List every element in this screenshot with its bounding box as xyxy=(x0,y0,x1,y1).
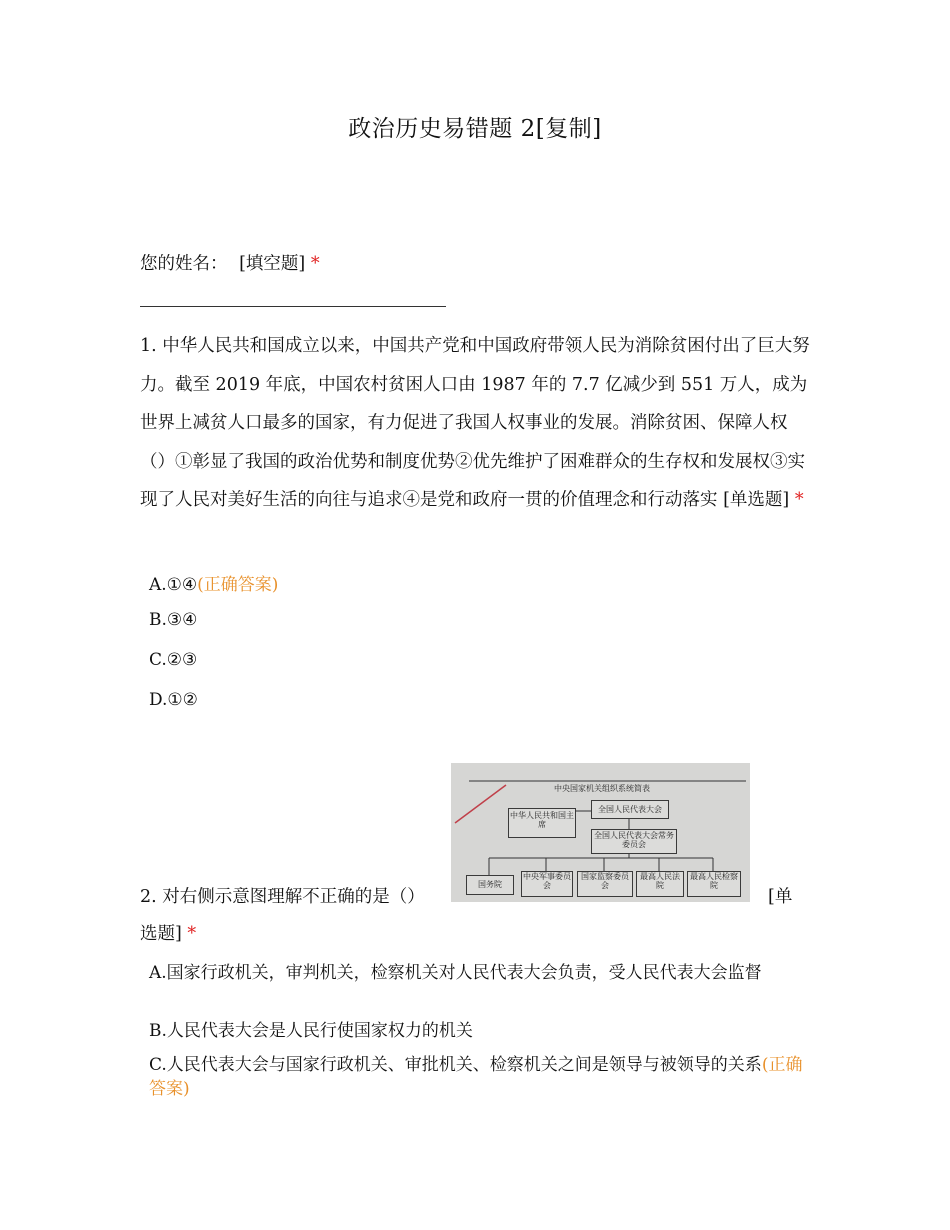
question-2-text: 2. 对右侧示意图理解不正确的是（） xyxy=(140,887,425,907)
name-label: 您的姓名： xyxy=(140,254,228,274)
figure-supervisory-commission-box: 国家监察委员会 xyxy=(577,871,633,897)
figure-npc-box: 全国人民代表大会 xyxy=(591,800,669,819)
required-star: * xyxy=(794,490,804,510)
name-question xyxy=(140,252,812,276)
question-2-type-tag-end: 选题] xyxy=(140,924,182,944)
required-star: * xyxy=(187,924,197,944)
q1-option-a[interactable] xyxy=(149,570,278,595)
q1-option-d[interactable] xyxy=(149,690,198,710)
q1-option-b[interactable] xyxy=(149,610,197,630)
q2-option-a[interactable] xyxy=(149,961,809,985)
question-2-type-tag-start: [单 xyxy=(768,887,793,907)
page-title: 政治历史易错题 2[复制] xyxy=(348,116,602,142)
figure-caption: 中央国家机关组织系统简表 xyxy=(554,784,650,793)
question-2-tag-row xyxy=(140,922,812,946)
option-label: A.①④ xyxy=(149,575,198,595)
question-1-type-tag: [单选题] xyxy=(723,490,790,510)
q2-option-b[interactable] xyxy=(149,1019,809,1043)
name-type-tag: [填空题] xyxy=(239,254,306,274)
option-label: B.人民代表大会是人民行使国家权力的机关 xyxy=(149,1021,473,1041)
option-label: B.③④ xyxy=(149,610,198,630)
option-label: C.人民代表大会与国家行政机关、审批机关、检察机关之间是领导与被领导的关系 xyxy=(149,1055,762,1075)
correct-answer-tag: (正确答案) xyxy=(149,1055,803,1099)
required-star: * xyxy=(310,254,320,274)
correct-answer-tag: (正确答案) xyxy=(197,575,279,595)
option-label: A.国家行政机关，审判机关，检察机关对人民代表大会负责，受人民代表大会监督 xyxy=(149,963,762,983)
figure-military-commission-box: 中央军事委员会 xyxy=(521,871,573,897)
figure-president-box: 中华人民共和国主席 xyxy=(508,808,576,838)
question-1 xyxy=(140,327,812,520)
figure-supreme-court-box: 最高人民法院 xyxy=(636,871,684,897)
q2-option-c[interactable] xyxy=(149,1053,809,1101)
option-label: D.①② xyxy=(149,690,198,710)
name-input-line[interactable] xyxy=(140,306,446,307)
question-1-text: 1. 中华人民共和国成立以来，中国共产党和中国政府带领人民为消除贫困付出了巨大努力。截至 2019 年底，中国农村贫困人口由 1987 年的 7.7 亿减少到 551 万人，成为世界上减贫人口最多的国家，有力促进了我国人权事业的发展。消除贫困、保障人权（）①彰显了我国的政治优势和制度优势②优先维护了困难群众的生存权和发展权③实现了人民对美好生活的向往与追求④是党和政府一贯的价值理念和行动落实 xyxy=(140,336,810,510)
figure-state-council-box: 国务院 xyxy=(466,875,514,895)
option-label: C.②③ xyxy=(149,650,198,670)
figure-standing-committee-box: 全国人民代表大会常务委员会 xyxy=(591,829,677,854)
figure-supreme-procuratorate-box: 最高人民检察院 xyxy=(687,871,741,897)
org-chart-figure xyxy=(451,763,750,902)
q1-option-c[interactable] xyxy=(149,650,197,670)
